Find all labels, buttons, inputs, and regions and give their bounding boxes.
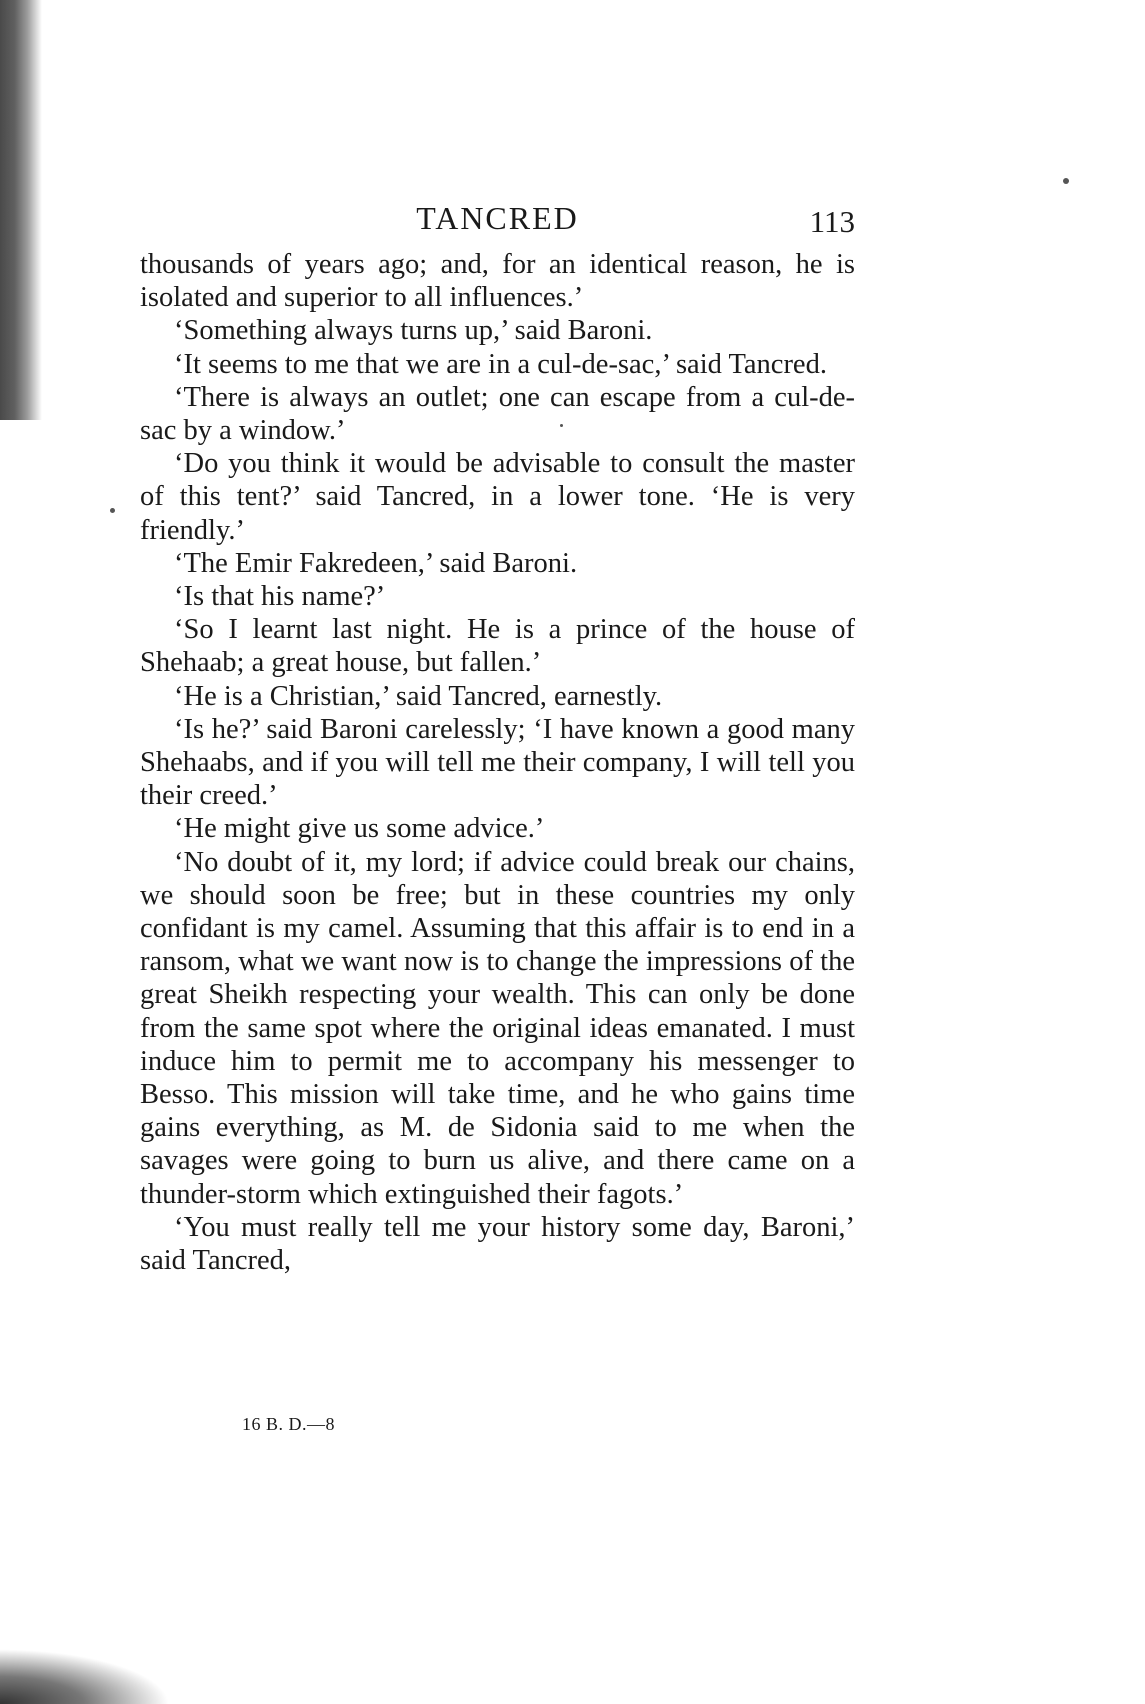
paragraph: ‘There is always an outlet; one can escape from a cul-de-sac by a window.’ (140, 381, 855, 447)
paragraph: ‘The Emir Fakredeen,’ said Baroni. (174, 547, 578, 579)
book-corner-shadow (0, 1649, 170, 1704)
body-text (140, 248, 855, 1277)
paragraph: ‘It seems to me that we are in a cul-de-sac,’ said Tancred. (174, 348, 827, 380)
scan-speck (1063, 178, 1069, 184)
page-number: 113 (809, 204, 855, 239)
scan-speck (560, 424, 563, 427)
paragraph: ‘He is a Christian,’ said Tancred, earnestly. (174, 680, 663, 712)
paragraph: ‘Something always turns up,’ said Baroni. (174, 315, 653, 347)
paragraph: thousands of years ago; and, for an identical reason, he is isolated and superior to all influences.’ (140, 249, 855, 314)
signature-mark: 16 B. D.—8 (242, 1414, 336, 1434)
paragraph: ‘He might give us some advice.’ (174, 813, 545, 845)
paragraph: ‘Do you think it would be advisable to consult the master of this tent?’ said Tancred, in a lower tone. ‘He is very friendly.’ (140, 448, 855, 546)
paragraph: ‘So I learnt last night. He is a prince of the house of Shehaab; a great house, but fallen.’ (140, 614, 855, 679)
page-header (140, 200, 855, 244)
book-spine-shadow (0, 0, 42, 420)
paragraph: ‘No doubt of it, my lord; if advice could break our chains, we should soon be free; but in these countries my only confidant is my camel. Assuming that this affair is to end in a ransom, what we want now is to change the impressions of the great Sheikh respecting your wealth. This can only be done from the same spot where the original ideas emanated. I must induce him to permit me to accompany his messenger to Besso. This mission will take time, and he who gains time gains everything, as M. de Sidonia said to me when the savages were going to burn us alive, and there came on a thunder-storm which extinguished their fagots.’ (140, 846, 855, 1210)
scan-speck (110, 508, 115, 513)
paragraph: ‘You must really tell me your history some day, Baroni,’ said Tancred, (140, 1211, 855, 1277)
paragraph: ‘Is that his name?’ (174, 581, 386, 613)
paragraph: ‘Is he?’ said Baroni carelessly; ‘I have known a good many Shehaabs, and if you will tell me their company, I will tell you their creed.’ (140, 713, 855, 812)
running-title: TANCRED (416, 200, 579, 236)
